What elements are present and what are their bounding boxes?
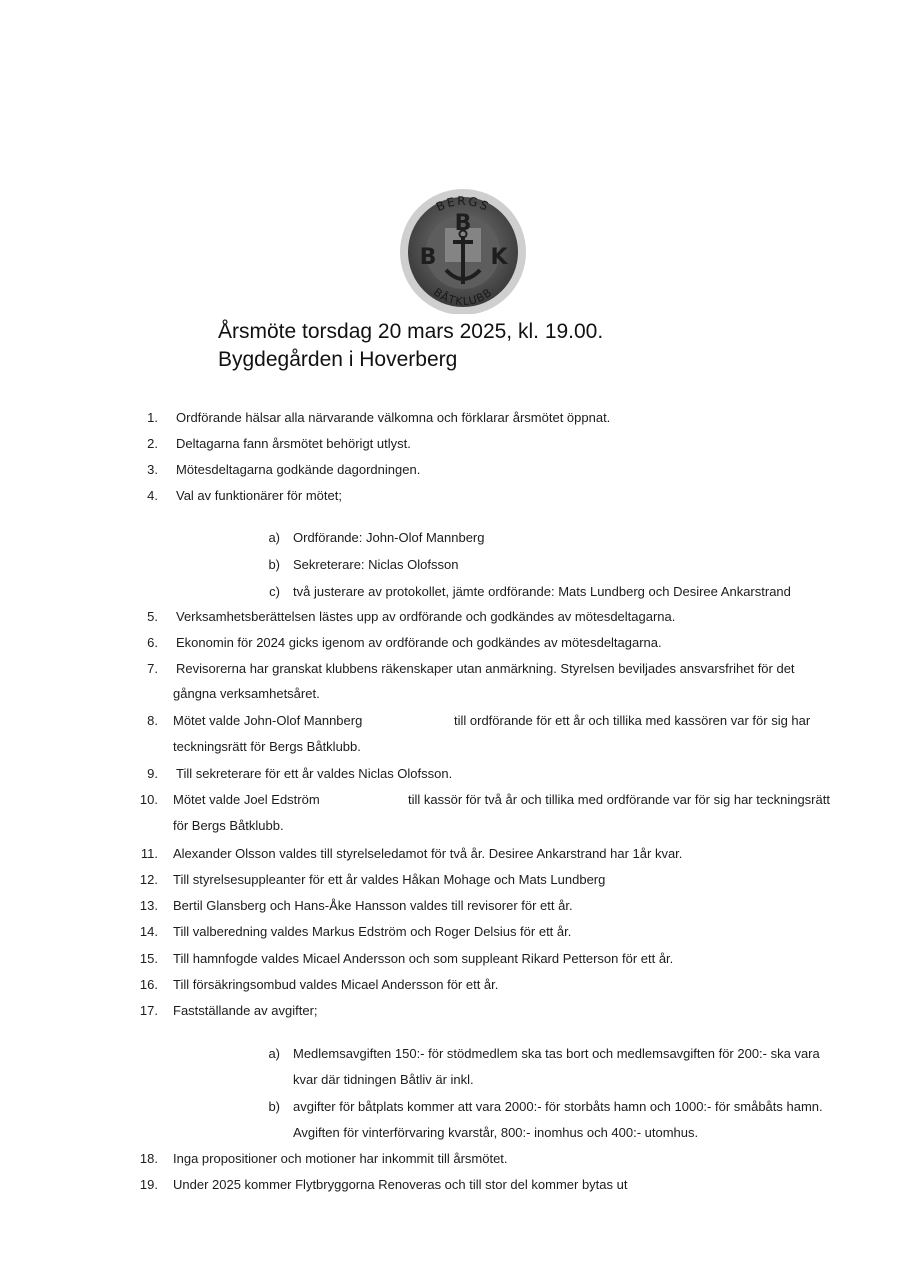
item-continuation: teckningsrätt för Bergs Båtklubb.: [173, 739, 361, 754]
logo-letter: B: [454, 211, 472, 236]
item-continuation: för Bergs Båtklubb.: [173, 818, 284, 833]
item-text: Mötesdeltagarna godkände dagordningen.: [176, 462, 421, 477]
item-number: 9.: [147, 766, 158, 781]
item-text: Under 2025 kommer Flytbryggorna Renoveras och till stor del kommer bytas ut: [173, 1177, 628, 1192]
item-text: Mötet valde John-Olof Mannberg: [173, 713, 363, 728]
sub-item-letter: b): [268, 1099, 280, 1114]
item-number: 17.: [139, 1003, 158, 1018]
meeting-location: Bygdegården i Hoverberg: [218, 348, 458, 371]
club-logo: [392, 188, 534, 314]
item-number: 12.: [139, 872, 158, 887]
item-number: 5.: [147, 609, 158, 624]
sub-item-text: två justerare av protokollet, jämte ordförande: Mats Lundberg och Desiree Ankarstrand: [293, 584, 791, 599]
sub-item-text: Sekreterare: Niclas Olofsson: [293, 557, 459, 572]
logo-bottom-text: BÅTKLUBB: [431, 285, 495, 309]
item-continuation: gångna verksamhetsåret.: [173, 686, 320, 701]
item-number: 8.: [147, 713, 158, 728]
item-text: Alexander Olsson valdes till styrelseledamot för två år. Desiree Ankarstrand har 1år kvar.: [173, 846, 683, 861]
item-text: Fastställande av avgifter;: [173, 1003, 318, 1018]
logo-letter: K: [490, 245, 508, 270]
item-text: Ordförande hälsar alla närvarande välkomna och förklarar årsmötet öppnat.: [176, 410, 611, 425]
sub-item-text: avgifter för båtplats kommer att vara 2000:- för storbåts hamn och 1000:- för småbåts hamn.: [293, 1099, 823, 1114]
sub-item-continuation: Avgiften för vinterförvaring kvarstår, 800:- inomhus och 400:- utomhus.: [293, 1125, 699, 1140]
item-number: 19.: [139, 1177, 158, 1192]
item-text: Till sekreterare för ett år valdes Niclas Olofsson.: [176, 766, 453, 781]
sub-item-text: Medlemsavgiften 150:- för stödmedlem ska tas bort och medlemsavgiften för 200:- ska vara: [293, 1046, 820, 1061]
sub-item-letter: a): [268, 530, 280, 545]
sub-item-text: Ordförande: John-Olof Mannberg: [293, 530, 485, 545]
item-text: Val av funktionärer för mötet;: [176, 488, 342, 503]
item-number: 10.: [139, 792, 158, 807]
meeting-title: Årsmöte torsdag 20 mars 2025, kl. 19.00.: [218, 320, 604, 343]
sub-item-letter: a): [268, 1046, 280, 1061]
item-number: 6.: [147, 635, 158, 650]
item-text: Verksamhetsberättelsen lästes upp av ordförande och godkändes av mötesdeltagarna.: [176, 609, 676, 624]
item-number: 4.: [147, 488, 158, 503]
item-number: 2.: [147, 436, 158, 451]
item-number: 7.: [147, 661, 158, 676]
item-text: Till försäkringsombud valdes Micael Andersson för ett år.: [173, 977, 499, 992]
item-text-right: till kassör för två år och tillika med ordförande var för sig har teckningsrätt: [408, 792, 830, 807]
item-text: Mötet valde Joel Edström: [173, 792, 320, 807]
item-text: Revisorerna har granskat klubbens räkenskaper utan anmärkning. Styrelsen beviljades ansvarsfrihet för det: [176, 661, 795, 676]
sub-item-letter: b): [268, 557, 280, 572]
item-text: Till valberedning valdes Markus Edström och Roger Delsius för ett år.: [173, 924, 572, 939]
logo-letter: B: [419, 245, 437, 270]
item-number: 3.: [147, 462, 158, 477]
sub-item-letter: c): [269, 584, 280, 599]
item-text: Ekonomin för 2024 gicks igenom av ordförande och godkändes av mötesdeltagarna.: [176, 635, 662, 650]
item-number: 18.: [139, 1151, 158, 1166]
item-number: 1.: [147, 410, 158, 425]
item-number: 16.: [139, 977, 158, 992]
item-number: 15.: [139, 951, 158, 966]
item-text: Till hamnfogde valdes Micael Andersson och som suppleant Rikard Petterson för ett år.: [173, 951, 674, 966]
logo-top-text: BERGS: [433, 193, 493, 215]
item-text-right: till ordförande för ett år och tillika med kassören var för sig har: [454, 713, 811, 728]
item-number: 14.: [139, 924, 158, 939]
item-text: Inga propositioner och motioner har inkommit till årsmötet.: [173, 1151, 508, 1166]
item-text: Till styrelsesuppleanter för ett år valdes Håkan Mohage och Mats Lundberg: [173, 872, 606, 887]
item-text: Bertil Glansberg och Hans-Åke Hansson valdes till revisorer för ett år.: [173, 898, 573, 913]
sub-item-continuation: kvar där tidningen Båtliv är inkl.: [293, 1072, 474, 1087]
item-text: Deltagarna fann årsmötet behörigt utlyst.: [176, 436, 411, 451]
item-number: 11.: [140, 846, 158, 861]
item-number: 13.: [139, 898, 158, 913]
